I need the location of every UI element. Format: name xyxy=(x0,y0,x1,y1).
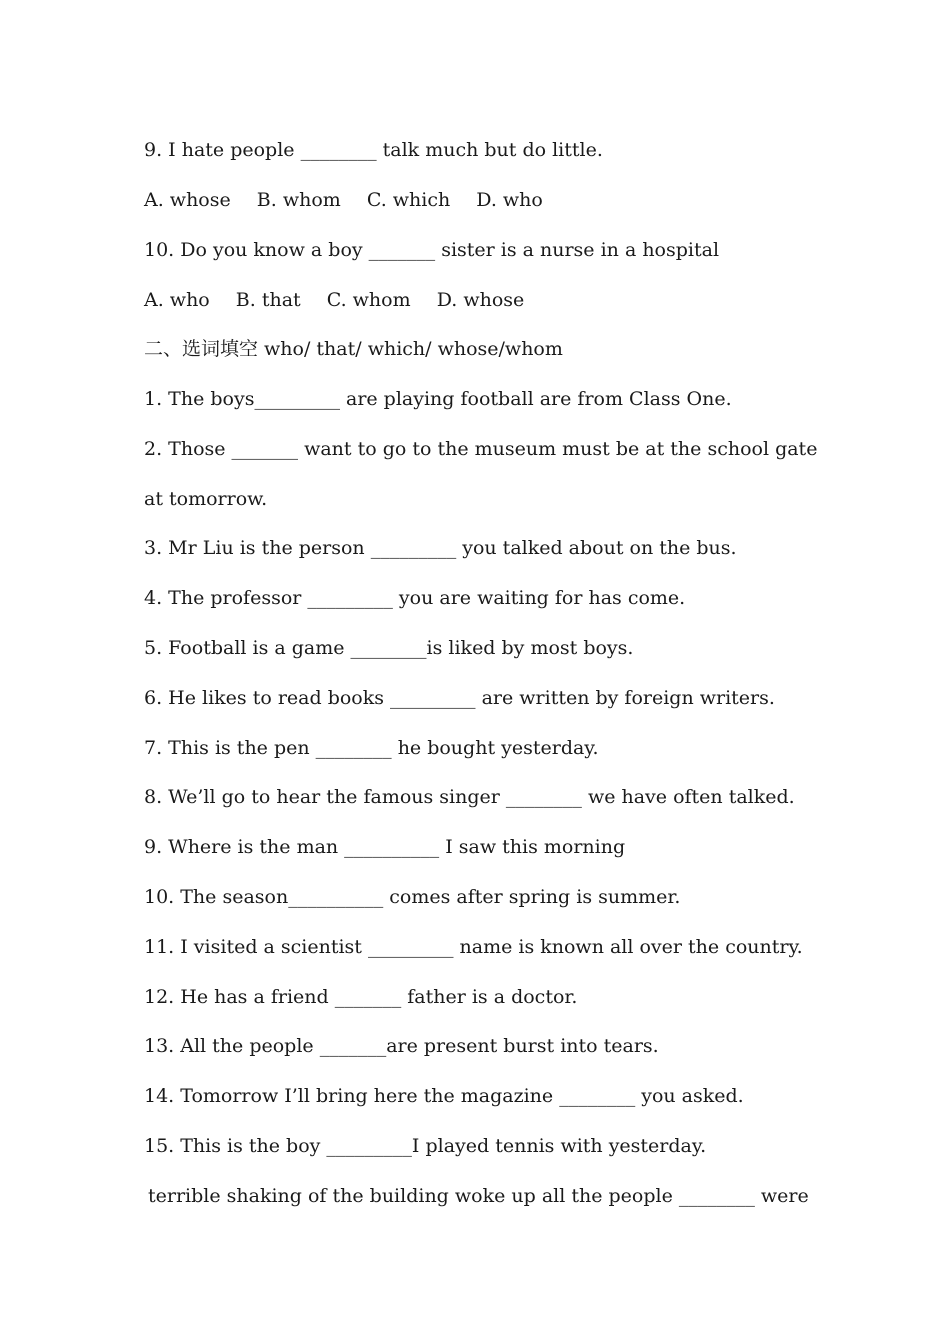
fill-item: 12. He has a friend _______ father is a doctor. xyxy=(144,986,578,1008)
option-c: C. whom xyxy=(326,289,411,311)
fill-item: 14. Tomorrow I’ll bring here the magazine ________ you asked. xyxy=(144,1085,744,1107)
option-a: A. who xyxy=(144,289,210,311)
fill-item: 13. All the people _______are present burst into tears. xyxy=(144,1035,659,1057)
fill-item-continuation: at tomorrow. xyxy=(144,488,268,510)
fill-item: terrible shaking of the building woke up all the people ________ were xyxy=(148,1185,809,1207)
fill-item: 15. This is the boy _________I played tennis with yesterday. xyxy=(144,1135,707,1157)
option-b: B. whom xyxy=(256,189,341,211)
fill-item: 2. Those _______ want to go to the museum must be at the school gate xyxy=(144,438,818,460)
fill-item: 10. The season__________ comes after spring is summer. xyxy=(144,886,681,908)
fill-item: 7. This is the pen ________ he bought yesterday. xyxy=(144,737,599,759)
option-c: C. which xyxy=(366,189,451,211)
option-a: A. whose xyxy=(144,189,231,211)
question-10-options xyxy=(144,287,524,313)
section-heading: 二、选词填空 who/ that/ which/ whose/whom xyxy=(144,338,563,360)
fill-item: 6. He likes to read books _________ are written by foreign writers. xyxy=(144,687,775,709)
option-d: D. whose xyxy=(436,289,525,311)
question-9-stem: 9. I hate people ________ talk much but do little. xyxy=(144,139,603,161)
fill-item: 3. Mr Liu is the person _________ you talked about on the bus. xyxy=(144,537,737,559)
option-b: B. that xyxy=(235,289,301,311)
question-9-options xyxy=(144,187,543,213)
fill-item: 1. The boys_________ are playing football are from Class One. xyxy=(144,388,732,410)
fill-item: 8. We’ll go to hear the famous singer ________ we have often talked. xyxy=(144,786,795,808)
fill-item: 11. I visited a scientist _________ name is known all over the country. xyxy=(144,936,803,958)
option-d: D. who xyxy=(476,189,543,211)
fill-item: 9. Where is the man __________ I saw this morning xyxy=(144,836,626,858)
question-10-stem: 10. Do you know a boy _______ sister is a nurse in a hospital xyxy=(144,239,720,261)
fill-item: 4. The professor _________ you are waiting for has come. xyxy=(144,587,686,609)
fill-item: 5. Football is a game ________is liked by most boys. xyxy=(144,637,634,659)
